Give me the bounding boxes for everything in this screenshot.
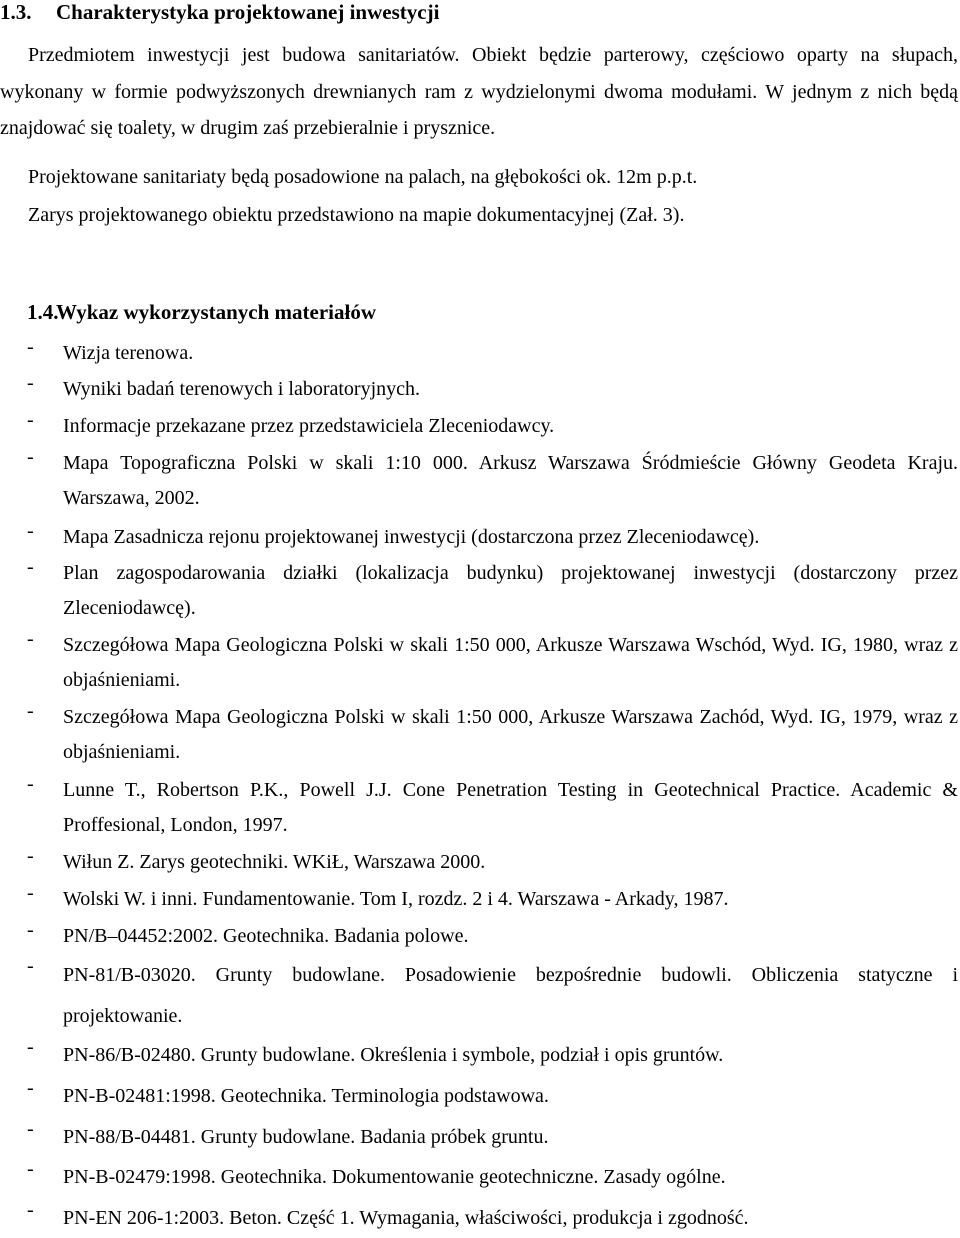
list-item [27,556,958,625]
list-item [27,1118,958,1157]
list-dash: - [27,409,34,431]
list-item [27,845,958,880]
list-item [27,1158,958,1197]
list-item [27,1036,958,1075]
section-number: 1.3. [0,0,32,24]
list-dash: - [27,628,34,650]
list-dash: - [27,1158,34,1180]
list-item [27,882,958,917]
list-item-text: Wyniki badań terenowych i laboratoryjnych. [63,378,421,400]
list-item [27,372,958,407]
list-item-text: PN-88/B-04481. Grunty budowlane. Badania próbek gruntu. [63,1126,549,1148]
list-dash: - [27,1077,34,1099]
list-dash: - [27,556,34,578]
list-item [27,1199,958,1238]
list-item-text: Plan zagospodarowania działki (lokalizacja budynku) projektowanej inwestycji (dostarczony przez Zleceniodawcę). [63,562,958,619]
list-dash: - [27,1118,34,1140]
list-item [27,446,958,515]
list-dash: - [27,955,34,977]
list-dash: - [27,1199,34,1221]
paragraph-outline: Zarys projektowanego obiektu przedstawiono na mapie dokumentacyjnej (Zał. 3). [28,204,685,226]
list-item [27,955,958,1037]
section-title: Wykaz wykorzystanych materiałów [56,300,377,324]
paragraph-investment-description: Przedmiotem inwestycji jest budowa sanitariatów. Obiekt będzie parterowy, częściowo oparty na słupach, wykonany w formie podwyższonych drewnianych ram z wydzielonymi dwoma modułami. W jednym z nich będą znajdować się toalety, w drugim zaś przebieralnie i prysznice. [0,44,958,139]
list-item [27,628,958,697]
list-dash: - [27,1036,34,1058]
list-dash: - [27,520,34,542]
list-item-text: Mapa Topograficzna Polski w skali 1:10 000. Arkusz Warszawa Śródmieście Główny Geodeta Kraju. Warszawa, 2002. [63,452,958,509]
list-item-text: PN-B-02479:1998. Geotechnika. Dokumentowanie geotechniczne. Zasady ogólne. [63,1166,726,1188]
list-item-text: PN-86/B-02480. Grunty budowlane. Określenia i symbole, podział i opis gruntów. [63,1044,724,1066]
list-item-text: PN/B–04452:2002. Geotechnika. Badania polowe. [63,925,469,947]
list-dash: - [27,336,34,358]
list-item-text: Szczegółowa Mapa Geologiczna Polski w skali 1:50 000, Arkusze Warszawa Zachód, Wyd. IG, 1979, wraz z objaśnieniami. [63,706,958,763]
list-item [27,409,958,444]
list-item-text: Wizja terenowa. [63,342,194,364]
list-item-text: Wolski W. i inni. Fundamentowanie. Tom I, rozdz. 2 i 4. Warszawa - Arkady, 1987. [63,888,729,910]
list-item [27,1077,958,1116]
list-dash: - [27,446,34,468]
section-heading-1-3 [0,0,439,25]
list-item-text: PN-81/B-03020. Grunty budowlane. Posadowienie bezpośrednie budowli. Obliczenia statyczne i projektowanie. [63,964,958,1027]
list-item-text: PN-EN 206-1:2003. Beton. Część 1. Wymagania, właściwości, produkcja i zgodność. [63,1207,749,1229]
list-dash: - [27,845,34,867]
list-item-text: Mapa Zasadnicza rejonu projektowanej inwestycji (dostarczona przez Zleceniodawcę). [63,526,760,548]
section-number: 1.4. [27,300,59,324]
section-title: Charakterystyka projektowanej inwestycji [56,0,440,24]
list-item-text: PN-B-02481:1998. Geotechnika. Terminologia podstawowa. [63,1085,549,1107]
list-dash: - [27,700,34,722]
list-item-text: Lunne T., Robertson P.K., Powell J.J. Cone Penetration Testing in Geotechnical Practice. Academic & Proffesional, London, 1997. [63,779,958,836]
list-item-text: Wiłun Z. Zarys geotechniki. WKiŁ, Warszawa 2000. [63,851,486,873]
section-heading-1-4 [27,300,376,325]
list-item-text: Szczegółowa Mapa Geologiczna Polski w skali 1:50 000, Arkusze Warszawa Wschód, Wyd. IG, 1980, wraz z objaśnieniami. [63,634,958,691]
list-dash: - [27,882,34,904]
list-item [27,336,958,371]
list-item [27,919,958,954]
list-dash: - [27,919,34,941]
list-item [27,773,958,842]
list-item [27,700,958,769]
paragraph-foundation: Projektowane sanitariaty będą posadowione na palach, na głębokości ok. 12m p.p.t. [28,166,698,188]
list-dash: - [27,372,34,394]
list-item [27,520,958,555]
list-dash: - [27,773,34,795]
list-item-text: Informacje przekazane przez przedstawiciela Zleceniodawcy. [63,415,555,437]
